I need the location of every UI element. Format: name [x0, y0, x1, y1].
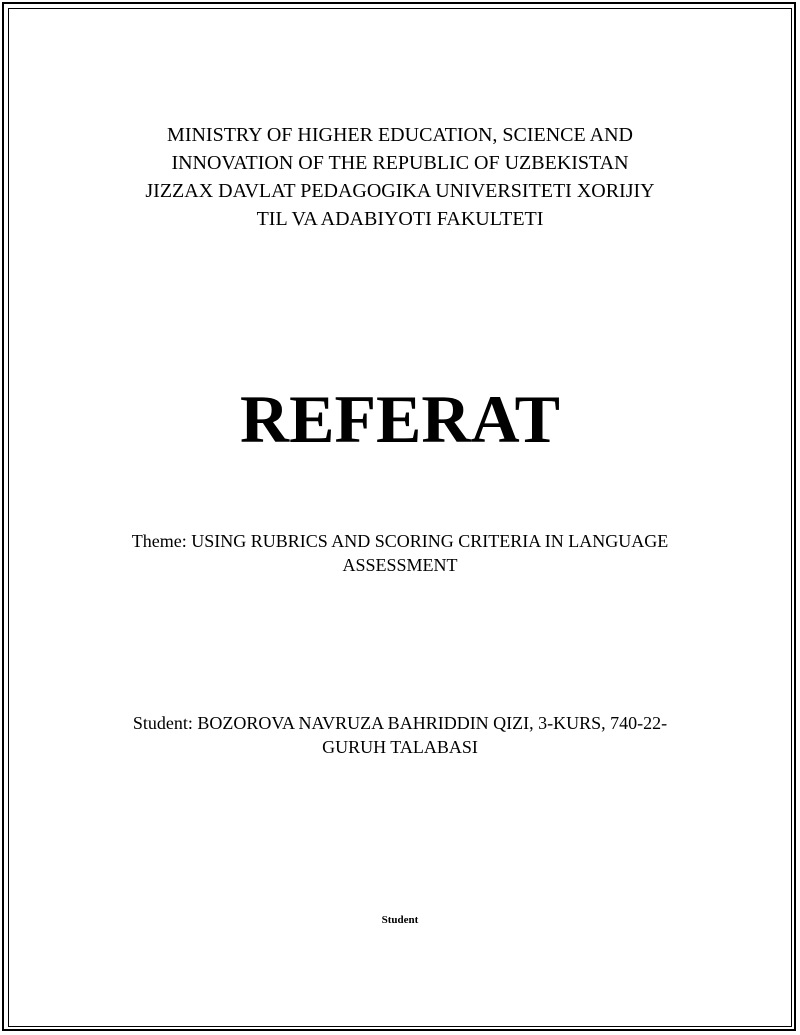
institution-header — [0, 121, 800, 233]
footer-label: Student — [381, 914, 419, 926]
document-title: REFERAT — [240, 381, 560, 457]
header-line: MINISTRY OF HIGHER EDUCATION, SCIENCE AND — [167, 124, 633, 146]
header-line: JIZZAX DAVLAT PEDAGOGIKA UNIVERSITETI XORIJIY — [145, 180, 655, 202]
student-info: Student: BOZOROVA NAVRUZA BAHRIDDIN QIZI, 3-KURS, 740-22-GURUH TALABASI — [132, 713, 668, 757]
theme-text: Theme: USING RUBRICS AND SCORING CRITERIA IN LANGUAGE ASSESSMENT — [131, 531, 669, 575]
header-line: INNOVATION OF THE REPUBLIC OF UZBEKISTAN — [171, 152, 629, 174]
header-line: TIL VA ADABIYOTI FAKULTETI — [256, 208, 544, 230]
